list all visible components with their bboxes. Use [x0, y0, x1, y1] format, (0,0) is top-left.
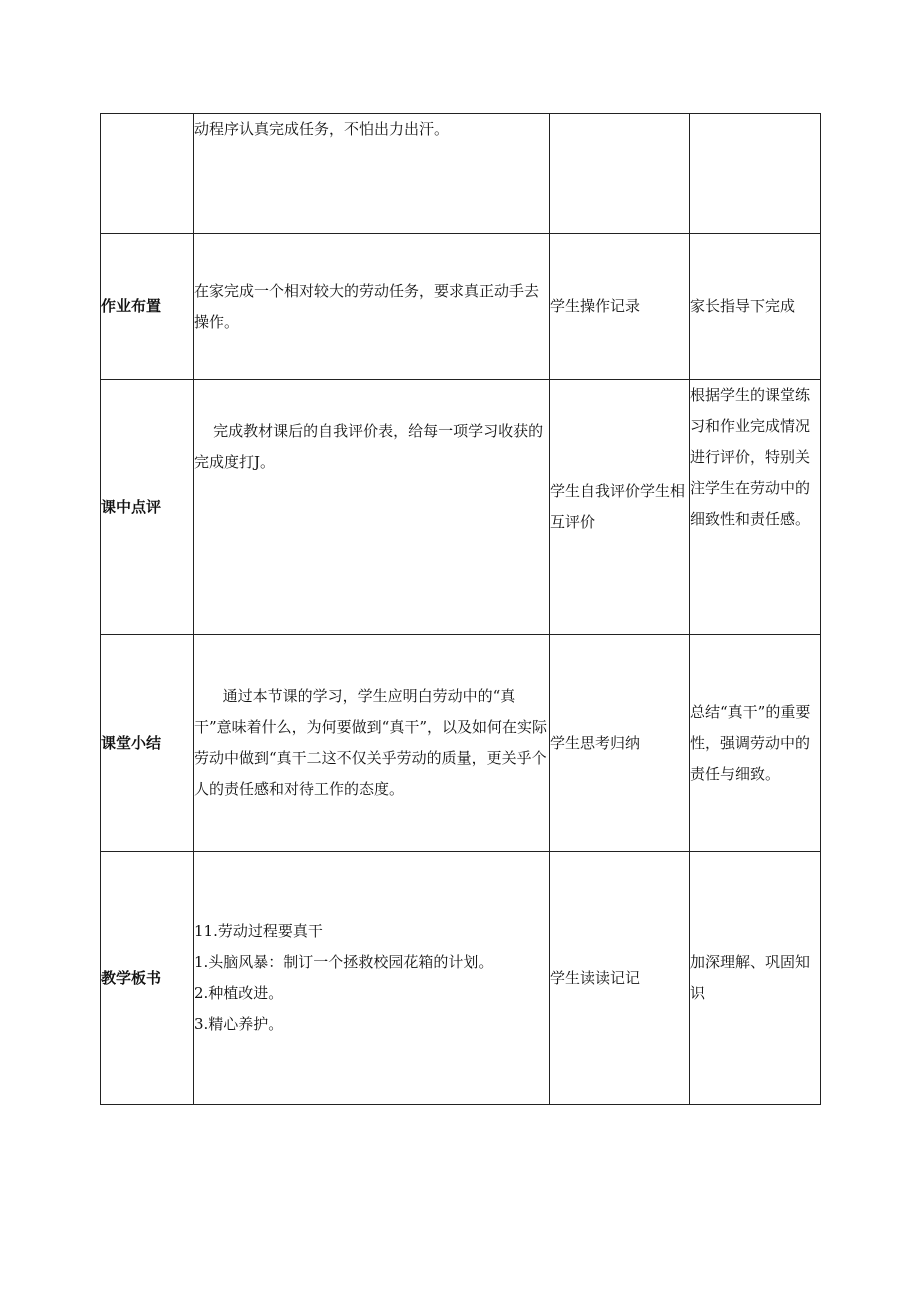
- row-label: [101, 114, 194, 234]
- board-item: 3.精心养护。: [194, 1015, 284, 1033]
- row-intent: 根据学生的课堂练习和作业完成情况进行评价，特别关注学生在劳动中的细致性和责任感。: [690, 380, 821, 635]
- row-label: 课中点评: [101, 380, 194, 635]
- row-content: [194, 635, 550, 852]
- row-method: 学生读读记记: [550, 852, 690, 1105]
- row-content: [194, 852, 550, 1105]
- row-method: [550, 114, 690, 234]
- table-row: [101, 114, 821, 234]
- row-content: [194, 114, 550, 234]
- row-content: [194, 380, 550, 635]
- row-content: [194, 234, 550, 380]
- row-intent: 加深理解、巩固知识: [690, 852, 821, 1105]
- table-row: [101, 852, 821, 1105]
- board-item: 1.头脑风暴：制订一个拯救校园花箱的计划。: [194, 953, 494, 971]
- row-method: 学生思考归纳: [550, 635, 690, 852]
- row-intent: 总结“真干”的重要性，强调劳动中的责任与细致。: [690, 635, 821, 852]
- row-method: 学生操作记录: [550, 234, 690, 380]
- board-title: 11.劳动过程要真干: [194, 922, 323, 940]
- table-row: [101, 234, 821, 380]
- content-line: 完成教材课后的自我评价表，给每一项学习收获的完成度打J。: [194, 422, 544, 471]
- content-line: 动程序认真完成任务，不怕出力出汗。: [194, 120, 450, 138]
- content-line: 在家完成一个相对较大的劳动任务，要求真正动手去操作。: [194, 281, 540, 331]
- board-item: 2.种植改进。: [194, 984, 284, 1002]
- content-line: 通过本节课的学习，学生应明白劳动中的“真干”意味着什么，为何要做到“真干”，以及如何在实际劳动中做到“真干二这不仅关乎劳动的质量，更关乎个人的责任感和对待工作的态度。: [194, 687, 548, 798]
- lesson-plan-table: [100, 113, 821, 1105]
- row-label: 作业布置: [101, 234, 194, 380]
- row-label: 课堂小结: [101, 635, 194, 852]
- row-intent: [690, 114, 821, 234]
- table-row: [101, 380, 821, 635]
- row-intent: 家长指导下完成: [690, 234, 821, 380]
- table-row: [101, 635, 821, 852]
- row-label: 教学板书: [101, 852, 194, 1105]
- row-method: 学生自我评价学生相互评价: [550, 380, 690, 635]
